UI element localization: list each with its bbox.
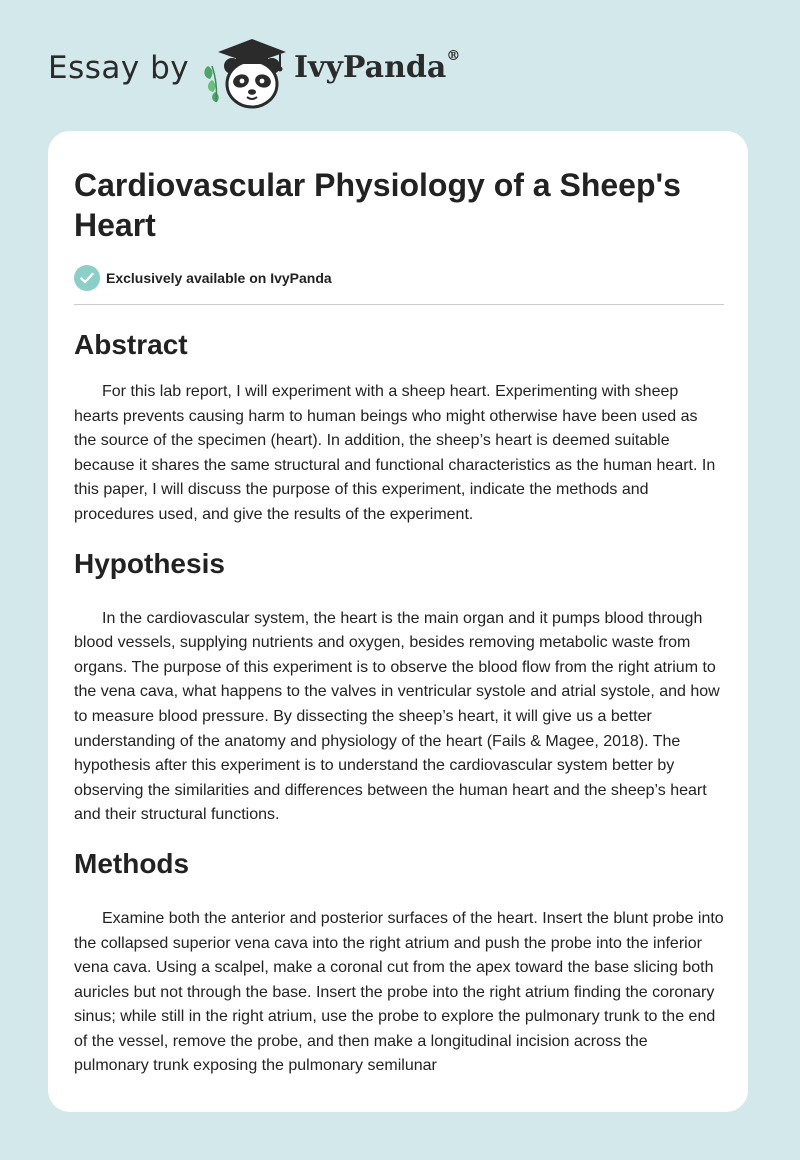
hypothesis-heading: Hypothesis [74,547,225,579]
abstract-heading: Abstract [74,329,188,360]
methods-heading: Methods [74,847,190,879]
title-divider [74,304,724,305]
methods-paragraph: Examine both the anterior and posterior surfaces of the heart. Insert the blunt probe into the collapsed superior vena cava into the right atrium and push the probe into the inferior vena cava. Using a scalpel, make a coronal cut from the apex toward the base slicing both auricles but not through the base. Insert the probe into the right atrium finding the coronary sinus; while still in the right atrium, use the probe to explore the pulmonary trunk to the end of the vessel, remove the probe, and then make a longitudinal incision across the pulmonary trunk exposing the pulmonary semilunar [74,909,724,1075]
registered-mark: ® [446,48,461,64]
ivypanda-logo-icon[interactable] [200,36,290,110]
site-header [0,0,800,130]
exclusive-badge [74,264,724,292]
essay-card [48,131,748,1112]
brand-name-text: IvyPanda [294,50,447,85]
check-circle-icon [74,265,100,291]
abstract-paragraph: For this lab report, I will experiment with a sheep heart. Experimenting with sheep hearts prevents causing harm to human beings who might otherwise have been used as the source of the specimen (heart). In addition, the sheep’s heart is deemed suitable because it shares the same structural and functional characteristics as the human heart. In this paper, I will discuss the purpose of this experiment, indicate the methods and procedures used, and give the results of the experiment. [74,383,716,523]
essay-by-label: Essay by [48,50,190,86]
exclusive-badge-text: Exclusively available on IvyPanda [106,270,332,286]
page-title: Cardiovascular Physiology of a Sheep's Heart [74,167,681,243]
ivypanda-wordmark[interactable] [294,50,460,85]
hypothesis-paragraph: In the cardiovascular system, the heart is the main organ and it pumps blood through blood vessels, supplying nutrients and oxygen, besides removing metabolic waste from organs. The purpose of this experiment is to observe the blood flow from the right atrium to the vena cava, what happens to the valves in ventricular systole and atrial systole, and how to measure blood pressure. By dissecting the sheep’s heart, it will give us a better understanding of the anatomy and physiology of the heart (Fails & Magee, 2018). The hypothesis after this experiment is to understand the cardiovascular system better by observing the similarities and differences between the human heart and the sheep’s heart and their structural functions. [74,609,720,824]
essay-content [74,165,724,1079]
